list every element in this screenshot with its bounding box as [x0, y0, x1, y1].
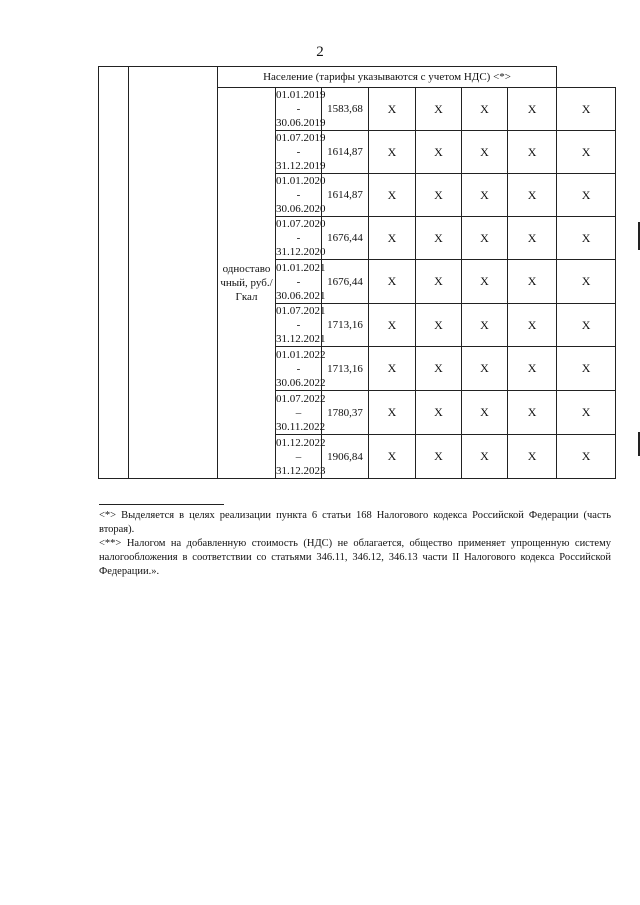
not-applicable-mark: X [508, 347, 557, 391]
page-number: 2 [316, 44, 324, 60]
period-cell [276, 391, 326, 435]
period-cell [276, 131, 326, 174]
not-applicable-mark: X [416, 347, 462, 391]
period-sep: - [296, 189, 301, 201]
not-applicable-mark: X [462, 260, 508, 304]
not-applicable-mark: X [416, 391, 462, 435]
period-to: 30.06.2020 [276, 203, 326, 215]
unit-cell [218, 88, 276, 479]
period-from: 01.01.2020 [276, 175, 326, 187]
not-applicable-mark: X [462, 217, 508, 260]
not-applicable-mark: X [369, 347, 416, 391]
not-applicable-mark: X [416, 174, 462, 217]
period-cell [276, 347, 326, 391]
period-sep: - [296, 103, 301, 115]
tariff-value: 1780,37 [322, 391, 369, 435]
tariff-value: 1676,44 [322, 217, 369, 260]
not-applicable-mark: X [369, 391, 416, 435]
period-sep: – [295, 406, 302, 419]
not-applicable-mark: X [557, 260, 616, 304]
tariff-value: 1614,87 [322, 131, 369, 174]
not-applicable-mark: X [557, 435, 616, 479]
period-to: 30.06.2022 [276, 376, 326, 389]
period-from: 01.01.2019 [276, 89, 326, 101]
period-from: 01.01.2021 [276, 261, 326, 274]
not-applicable-mark: X [557, 347, 616, 391]
footnote-vat-exempt: <**> Налогом на добавленную стоимость (НДС) не облагается, общество применяет упрощенную систему налогообложения в соответствии со статьями 346.11, 346.12, 346.13 части II Налогового кодекса Российской Федерации.». [99, 538, 611, 577]
not-applicable-mark: X [462, 347, 508, 391]
period-to: 31.12.2020 [276, 246, 326, 258]
not-applicable-mark: X [557, 217, 616, 260]
period-to: 30.06.2021 [276, 289, 326, 302]
period-from: 01.07.2021 [276, 305, 326, 317]
period-cell [276, 304, 326, 347]
not-applicable-mark: X [508, 435, 557, 479]
tariff-value: 1713,16 [322, 347, 369, 391]
not-applicable-mark: X [369, 304, 416, 347]
not-applicable-mark: X [369, 131, 416, 174]
not-applicable-mark: X [557, 131, 616, 174]
empty-column-1 [99, 67, 129, 479]
not-applicable-mark: X [508, 131, 557, 174]
tariff-value: 1713,16 [322, 304, 369, 347]
tariff-value: 1906,84 [322, 435, 369, 479]
not-applicable-mark: X [557, 88, 616, 131]
not-applicable-mark: X [462, 304, 508, 347]
tariff-value: 1583,68 [322, 88, 369, 131]
tariff-table [98, 66, 616, 479]
population-header: Население (тарифы указываются с учетом НДС) <*> [218, 67, 557, 88]
not-applicable-mark: X [416, 88, 462, 131]
not-applicable-mark: X [508, 304, 557, 347]
not-applicable-mark: X [557, 174, 616, 217]
period-sep: - [296, 232, 301, 244]
period-to: 31.12.2023 [276, 464, 326, 477]
period-from: 01.12.2022 [276, 436, 326, 449]
not-applicable-mark: X [416, 435, 462, 479]
period-to: 30.06.2019 [276, 117, 326, 129]
period-sep: - [296, 362, 301, 375]
not-applicable-mark: X [369, 217, 416, 260]
not-applicable-mark: X [369, 260, 416, 304]
period-cell [276, 174, 326, 217]
footnote-vat-allocation: <*> Выделяется в целях реализации пункта 6 статьи 168 Налогового кодекса Российской Федерации (часть вторая). [99, 510, 611, 535]
period-sep: - [296, 319, 301, 331]
not-applicable-mark: X [462, 391, 508, 435]
period-cell [276, 217, 326, 260]
period-to: 31.12.2019 [276, 160, 326, 172]
not-applicable-mark: X [416, 131, 462, 174]
not-applicable-mark: X [462, 435, 508, 479]
period-from: 01.07.2020 [276, 218, 326, 230]
not-applicable-mark: X [462, 131, 508, 174]
not-applicable-mark: X [416, 217, 462, 260]
tariff-value: 1676,44 [322, 260, 369, 304]
not-applicable-mark: X [416, 304, 462, 347]
period-sep: – [295, 450, 302, 463]
not-applicable-mark: X [508, 174, 557, 217]
period-from: 01.07.2019 [276, 132, 326, 144]
not-applicable-mark: X [508, 217, 557, 260]
not-applicable-mark: X [508, 260, 557, 304]
not-applicable-mark: X [508, 391, 557, 435]
period-from: 01.07.2022 [276, 392, 326, 405]
period-cell [276, 435, 326, 479]
period-cell [276, 88, 326, 131]
not-applicable-mark: X [416, 260, 462, 304]
not-applicable-mark: X [369, 88, 416, 131]
period-to: 31.12.2021 [276, 333, 326, 345]
empty-column-2 [129, 67, 218, 479]
tariff-value: 1614,87 [322, 174, 369, 217]
period-cell [276, 260, 326, 304]
footnote-rule [99, 504, 224, 505]
not-applicable-mark: X [557, 304, 616, 347]
not-applicable-mark: X [369, 435, 416, 479]
table-header-row [99, 67, 616, 88]
not-applicable-mark: X [462, 174, 508, 217]
not-applicable-mark: X [508, 88, 557, 131]
period-from: 01.01.2022 [276, 348, 326, 361]
period-to: 30.11.2022 [276, 420, 326, 433]
not-applicable-mark: X [557, 391, 616, 435]
not-applicable-mark: X [369, 174, 416, 217]
period-sep: - [296, 275, 301, 288]
period-sep: - [296, 146, 301, 158]
unit-label: одноставо чный, руб./Гкал [220, 263, 273, 303]
not-applicable-mark: X [462, 88, 508, 131]
